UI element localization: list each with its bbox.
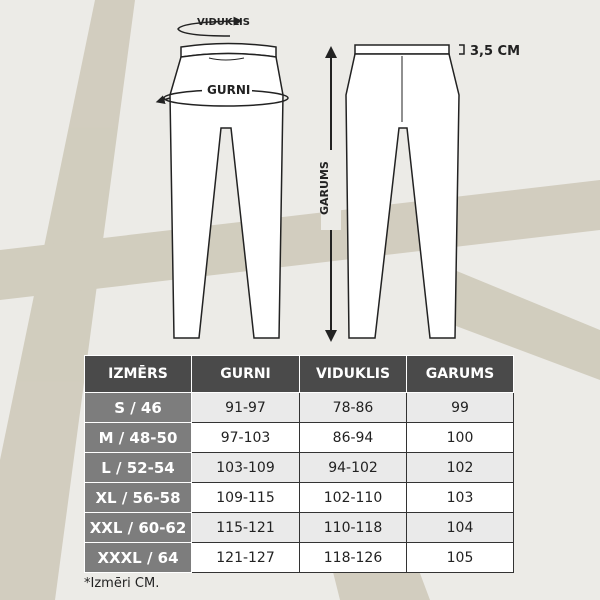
size-cell: S / 46	[85, 393, 192, 423]
waist-cell: 118-126	[300, 543, 407, 573]
length-cell: 103	[407, 483, 514, 513]
back-view-pants	[346, 45, 459, 338]
table-row	[85, 483, 514, 513]
waistband-label: 3,5 CM	[470, 44, 521, 59]
length-cell: 102	[407, 453, 514, 483]
size-table	[84, 355, 514, 573]
hips-cell: 115-121	[192, 513, 300, 543]
hips-cell: 97-103	[192, 423, 300, 453]
size-cell: L / 52-54	[85, 453, 192, 483]
size-cell: XXL / 60-62	[85, 513, 192, 543]
waist-cell: 86-94	[300, 423, 407, 453]
hips-cell: 121-127	[192, 543, 300, 573]
size-cell: XXXL / 64	[85, 543, 192, 573]
header-hips: GURNI	[192, 356, 300, 393]
table-header-row	[85, 356, 514, 393]
header-waist: VIDUKLIS	[300, 356, 407, 393]
hips-cell: 109-115	[192, 483, 300, 513]
hips-cell: 103-109	[192, 453, 300, 483]
back-waistband	[355, 45, 449, 54]
length-cell: 105	[407, 543, 514, 573]
waist-cell: 110-118	[300, 513, 407, 543]
length-cell: 100	[407, 423, 514, 453]
table-row	[85, 543, 514, 573]
table-row	[85, 393, 514, 423]
waist-cell: 78-86	[300, 393, 407, 423]
waist-measure	[178, 17, 250, 36]
waistband-height-measure	[459, 44, 520, 59]
size-cell: XL / 56-58	[85, 483, 192, 513]
length-cell: 104	[407, 513, 514, 543]
waist-cell: 94-102	[300, 453, 407, 483]
table-row	[85, 423, 514, 453]
hips-cell: 91-97	[192, 393, 300, 423]
footnote: *Izmēri CM.	[84, 576, 160, 591]
header-size: IZMĒRS	[85, 356, 192, 393]
table-row	[85, 513, 514, 543]
waist-cell: 102-110	[300, 483, 407, 513]
waist-label: VIDUKLIS	[197, 17, 250, 28]
length-label: GARUMS	[318, 161, 331, 215]
header-length: GARUMS	[407, 356, 514, 393]
size-cell: M / 48-50	[85, 423, 192, 453]
length-cell: 99	[407, 393, 514, 423]
length-measure	[318, 52, 341, 336]
hips-label: GURNI	[207, 83, 251, 97]
table-row	[85, 453, 514, 483]
